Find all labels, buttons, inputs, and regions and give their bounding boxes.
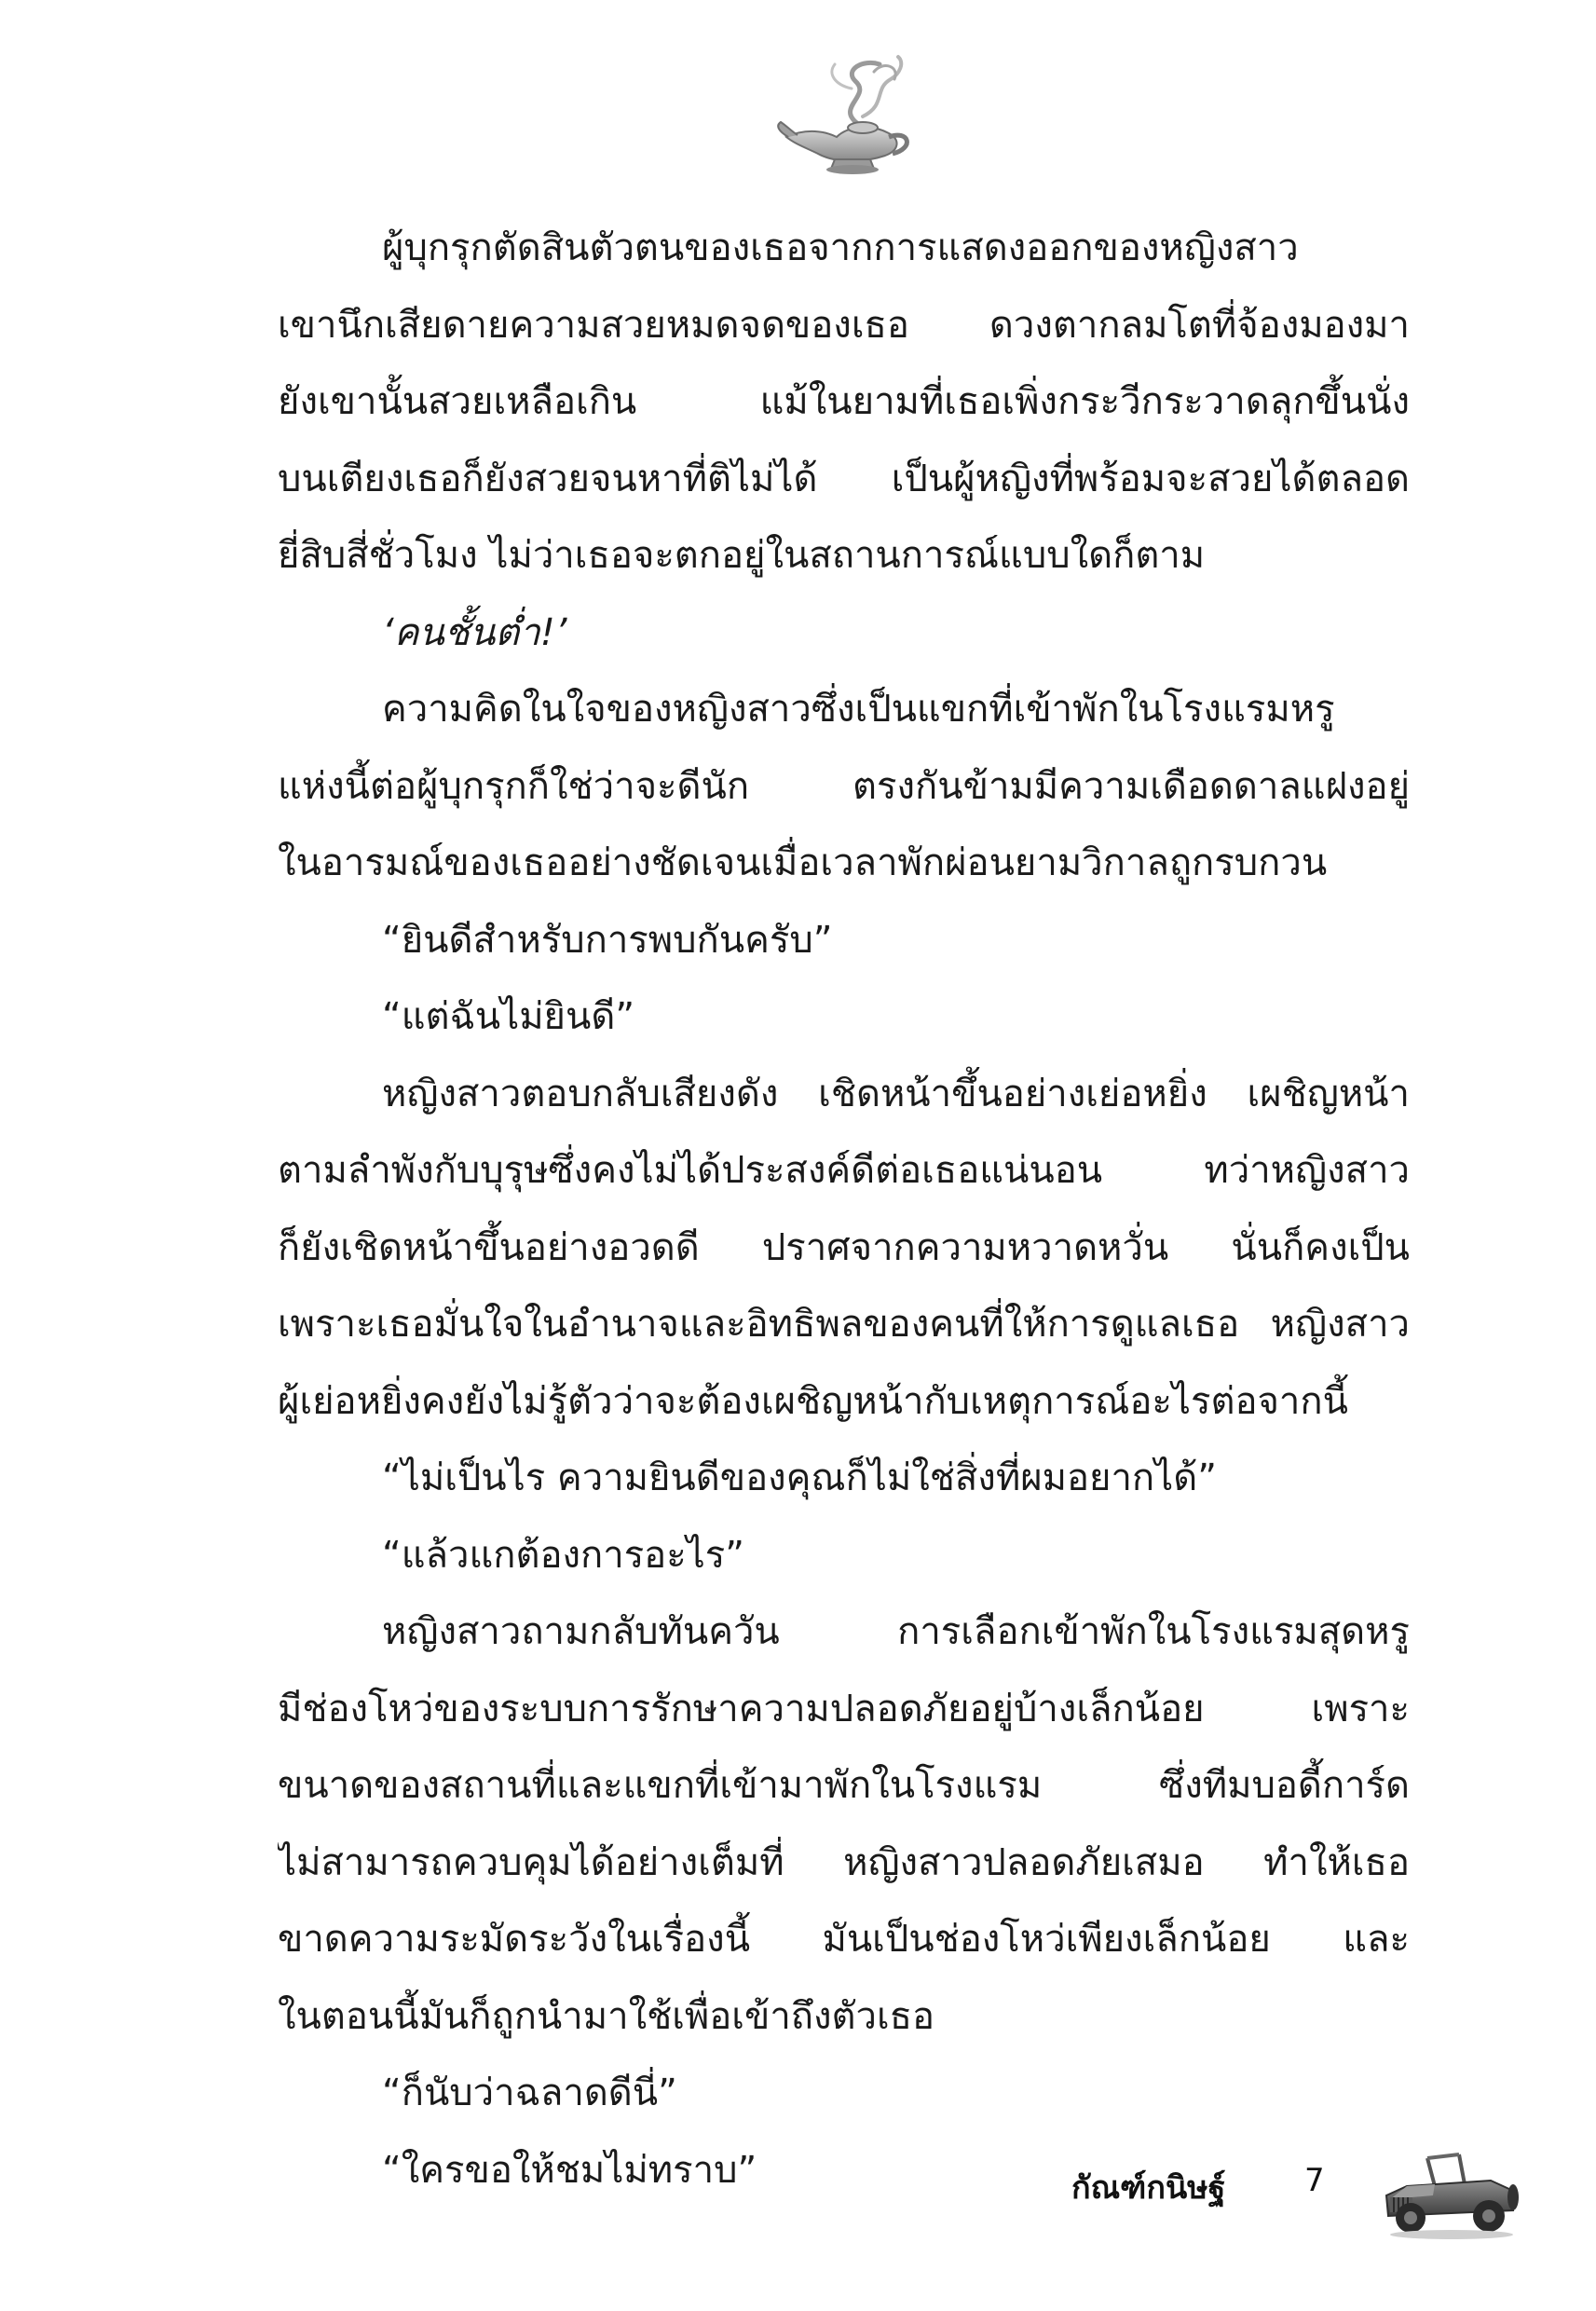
text-line: ในตอนนี้มันก็ถูกนำมาใช้เพื่อเข้าถึงตัวเธอ [278,1994,935,2038]
text-line: ผู้เย่อหยิ่งคงยังไม่รู้ตัวว่าจะต้องเผชิญหน้ากับเหตุการณ์อะไรต่อจากนี้ [278,1379,1348,1423]
text-line: เขานึกเสียดายความสวยหมดจดของเธอ ดวงตากลมโตที่จ้องมองมา [278,303,1410,347]
text-line: ผู้บุกรุกตัดสินตัวตนของเธอจากการแสดงออกของหญิงสาว [382,226,1299,269]
text-line: ในอารมณ์ของเธออย่างชัดเจนเมื่อเวลาพักผ่อนยามวิกาลถูกรบกวน [278,841,1328,884]
text-line: “ใครขอให้ชมไม่ทราบ” [382,2148,757,2192]
text-line: ก็ยังเชิดหน้าขึ้นอย่างอวดดี ปราศจากความหวาดหวั่น นั่นก็คงเป็น [278,1225,1410,1269]
text-line: มีช่องโหว่ของระบบการรักษาความปลอดภัยอยู่บ้างเล็กน้อย เพราะ [278,1687,1410,1730]
jeep-icon [1379,2143,1519,2241]
text-line: ยังเขานั้นสวยเหลือเกิน แม้ในยามที่เธอเพิ่งกระวีกระวาดลุกขึ้นนั่ง [278,380,1410,423]
text-line: หญิงสาวถามกลับทันควัน การเลือกเข้าพักในโรงแรมสุดหรู [382,1610,1410,1653]
text-line: หญิงสาวตอบกลับเสียงดัง เชิดหน้าขึ้นอย่างเย่อหยิ่ง เผชิญหน้า [382,1072,1410,1115]
text-line: ตามลำพังกับบุรุษซึ่งคงไม่ได้ประสงค์ดีต่อเธอแน่นอน ทว่าหญิงสาว [278,1149,1410,1192]
text-line: ขาดความระมัดระวังในเรื่องนี้ มันเป็นช่องโหว่เพียงเล็กน้อย และ [278,1918,1410,1961]
text-line: “ยินดีสำหรับการพบกันครับ” [382,918,833,962]
text-line: บนเตียงเธอก็ยังสวยจนหาที่ติไม่ได้ เป็นผู้หญิงที่พร้อมจะสวยได้ตลอด [278,457,1410,500]
book-title: กัณฑ์กนิษฐ์ [1071,2169,1226,2207]
text-line: เพราะเธอมั่นใจในอำนาจและอิทธิพลของคนที่ให้การดูแลเธอ หญิงสาว [278,1303,1410,1346]
text-line: “ไม่เป็นไร ความยินดีของคุณก็ไม่ใช่สิ่งที่ผมอยากได้” [382,1456,1217,1499]
page-number: 7 [1304,2162,1325,2199]
text-line: ความคิดในใจของหญิงสาวซึ่งเป็นแขกที่เข้าพักในโรงแรมหรู [382,688,1335,731]
text-line: “ก็นับว่าฉลาดดีนี่” [382,2072,677,2114]
text-line: แห่งนี้ต่อผู้บุกรุกก็ใช่ว่าจะดีนัก ตรงกันข้ามมีความเดือดดาลแฝงอยู่ [278,764,1410,808]
magic-lamp-icon [770,51,919,177]
text-line: ‘คนชั้นต่ำ!’ [382,610,567,654]
text-line: ยี่สิบสี่ชั่วโมง ไม่ว่าเธอจะตกอยู่ในสถานการณ์แบบใดก็ตาม [278,534,1206,577]
text-line: “แต่ฉันไม่ยินดี” [382,995,635,1038]
text-line: “แล้วแกต้องการอะไร” [382,1533,745,1577]
text-line: ไม่สามารถควบคุมได้อย่างเต็มที่ หญิงสาวปลอดภัยเสมอ ทำให้เธอ [278,1840,1410,1884]
page-footer [1071,2143,1537,2255]
text-line: ขนาดของสถานที่และแขกที่เข้ามาพักในโรงแรม ซึ่งทีมบอดี้การ์ด [278,1764,1410,1807]
story-text [278,210,1410,2208]
